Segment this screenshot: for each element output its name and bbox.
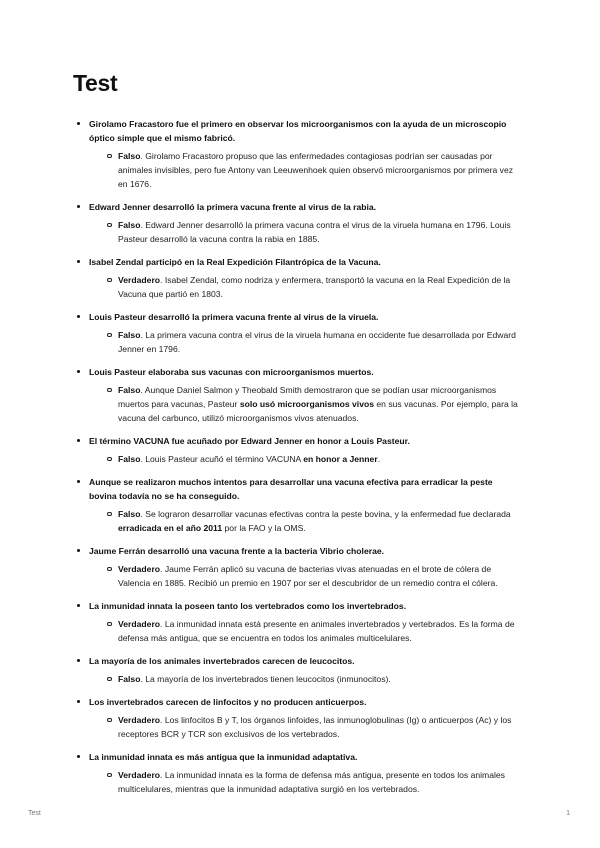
answer-explanation: . Aunque Daniel Salmon y Theobald Smith demostraron que se podían usar microorganismos muertos para vacunas, Pasteur — [118, 385, 497, 409]
question-item — [0, 475, 600, 535]
answer-explanation: . Los linfocitos B y T, los órganos linfoides, las inmunoglobulinas (Ig) o anticuerpos (Ac) y los receptores BCR y TCR son exclusivos de los vertebrados. — [118, 715, 512, 739]
question-text: Girolamo Fracastoro fue el primero en observar los microorganismos con la ayuda de un microscopio óptico simple que el mismo fabricó. — [89, 117, 519, 145]
question-item — [0, 599, 600, 645]
answer-explanation: . Edward Jenner desarrolló la primera vacuna contra el virus de la viruela humana en 1796. Louis Pasteur desarrolló la vacuna contra la rabia en 1885. — [118, 220, 511, 244]
question-text: La inmunidad innata es más antigua que la inmunidad adaptativa. — [89, 750, 519, 764]
question-text: Louis Pasteur elaboraba sus vacunas con microorganismos muertos. — [89, 365, 519, 379]
answer-explanation: . Girolamo Fracastoro propuso que las enfermedades contagiosas podrían ser causadas por animales invisibles, pero fue Antony van Leeuwenhoek quien observó microorganismos por primera vez en 1676. — [118, 151, 514, 189]
answer-explanation: . La inmunidad innata está presente en animales invertebrados y vertebrados. Es la forma de defensa más antigua, que se encuentra en todos los animales multicelulares. — [118, 619, 515, 643]
question-item — [0, 750, 600, 796]
question-text: Edward Jenner desarrolló la primera vacuna frente al virus de la rabia. — [89, 200, 519, 214]
answer-text — [118, 383, 518, 425]
answer-explanation: en sus vacunas. Por ejemplo, para la vacuna del carbunco, utilizó microorganismos vivos atenuados. — [118, 399, 518, 423]
answer-explanation: . Louis Pasteur acuñó el término VACUNA — [140, 454, 304, 464]
answer-explanation: . Jaume Ferrán aplicó su vacuna de bacterias vivas atenuadas en el brote de cólera de Valencia en 1885. Recibió un premio en 1907 por ser el descubridor de un remedio contra el cólera. — [118, 564, 498, 588]
answer-explanation: . La primera vacuna contra el virus de la viruela humana en occidente fue desarrollada por Edward Jenner en 1796. — [118, 330, 516, 354]
answer-text — [118, 507, 518, 535]
question-list — [0, 117, 600, 805]
answer-explanation: por la FAO y la OMS. — [222, 523, 306, 533]
question-text: Aunque se realizaron muchos intentos para desarrollar una vacuna efectiva para erradicar la peste bovina todavía no se ha conseguido. — [89, 475, 519, 503]
answer-verdict: Falso — [118, 454, 141, 464]
answer-text — [118, 328, 518, 356]
answer-text — [118, 218, 518, 246]
answer-verdict: Falso — [118, 220, 141, 230]
question-item — [0, 654, 600, 686]
answer-text — [118, 713, 518, 741]
answer-verdict: Verdadero — [118, 619, 161, 629]
answer-explanation: . La inmunidad innata es la forma de defensa más antigua, presente en todos los animales multicelulares, mientras que la inmunidad adaptativa surgió en los vertebrados. — [118, 770, 505, 794]
question-item — [0, 310, 600, 356]
question-text: El término VACUNA fue acuñado por Edward Jenner en honor a Louis Pasteur. — [89, 434, 519, 448]
answer-text — [118, 768, 518, 796]
question-item — [0, 544, 600, 590]
question-text: Los invertebrados carecen de linfocitos y no producen anticuerpos. — [89, 695, 519, 709]
answer-verdict: Verdadero — [118, 770, 161, 780]
answer-explanation: . La mayoría de los invertebrados tienen leucocitos (inmunocitos). — [140, 674, 391, 684]
answer-explanation: . Se lograron desarrollar vacunas efectivas contra la peste bovina, y la enfermedad fue declarada — [140, 509, 511, 519]
answer-emphasis: solo usó microorganismos vivos — [239, 399, 375, 409]
answer-text — [118, 149, 518, 191]
page-title: Test — [73, 70, 118, 96]
question-text: Louis Pasteur desarrolló la primera vacuna frente al virus de la viruela. — [89, 310, 519, 324]
question-text: La mayoría de los animales invertebrados carecen de leucocitos. — [89, 654, 519, 668]
question-text: Jaume Ferrán desarrolló una vacuna frente a la bacteria Vibrio cholerae. — [89, 544, 519, 558]
answer-verdict: Verdadero — [118, 275, 161, 285]
answer-emphasis: erradicada en el año 2011 — [118, 523, 223, 533]
question-item — [0, 255, 600, 301]
answer-verdict: Verdadero — [118, 715, 161, 725]
answer-text — [118, 672, 518, 686]
answer-verdict: Falso — [118, 509, 141, 519]
answer-text — [118, 452, 518, 466]
footer-title: Test — [28, 810, 41, 817]
question-text: La inmunidad innata la poseen tanto los vertebrados como los invertebrados. — [89, 599, 519, 613]
answer-verdict: Falso — [118, 674, 141, 684]
footer-page-number: 1 — [566, 810, 570, 817]
answer-verdict: Verdadero — [118, 564, 161, 574]
answer-explanation: . — [377, 454, 381, 464]
answer-text — [118, 562, 518, 590]
answer-emphasis: en honor a Jenner — [303, 454, 378, 464]
question-item — [0, 117, 600, 191]
answer-text — [118, 273, 518, 301]
question-item — [0, 200, 600, 246]
question-item — [0, 695, 600, 741]
question-item — [0, 434, 600, 466]
answer-text — [118, 617, 518, 645]
answer-verdict: Falso — [118, 151, 141, 161]
question-text: Isabel Zendal participó en la Real Expedición Filantrópica de la Vacuna. — [89, 255, 519, 269]
question-item — [0, 365, 600, 425]
answer-explanation: . Isabel Zendal, como nodriza y enfermera, transportó la vacuna en la Real Expedición de la Vacuna que partió en 1803. — [118, 275, 511, 299]
answer-verdict: Falso — [118, 330, 141, 340]
answer-verdict: Falso — [118, 385, 141, 395]
